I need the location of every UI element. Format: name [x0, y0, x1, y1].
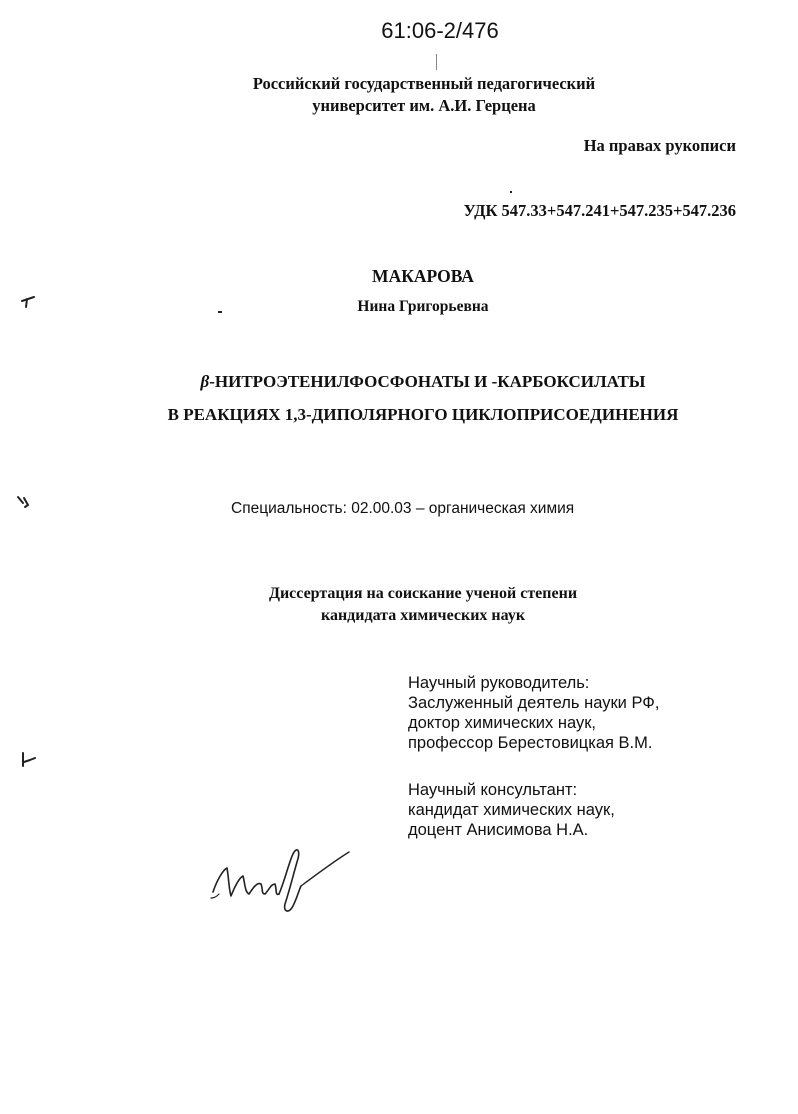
title-beta-symbol: β [200, 372, 210, 391]
title-line-2: В РЕАКЦИЯХ 1,3-ДИПОЛЯРНОГО ЦИКЛОПРИСОЕДИНЕНИЯ [167, 405, 679, 424]
scan-dot [218, 311, 222, 313]
scan-mark-3 [20, 752, 38, 768]
udc-code: УДК 547.33+547.241+547.235+547.236 [463, 201, 736, 220]
author-surname: МАКАРОВА [372, 266, 474, 286]
supervisor-heading: Научный руководитель: [408, 674, 590, 692]
stamp-tick [436, 54, 437, 70]
dissertation-line-2: кандидата химических наук [320, 607, 526, 624]
specialty: Специальность: 02.00.03 – органическая химия [231, 500, 575, 517]
registry-code: 61:06-2/476 [381, 18, 499, 43]
scan-dot [510, 191, 512, 193]
consultant-block [408, 780, 615, 840]
supervisor-line-2: доктор химических наук, [408, 714, 596, 732]
supervisor-line-1: Заслуженный деятель науки РФ, [408, 694, 660, 712]
supervisor-line-3: профессор Берестовицкая В.М. [408, 734, 653, 752]
consultant-line-2: доцент Анисимова Н.А. [408, 821, 589, 839]
title-line-1-text: -НИТРОЭТЕНИЛФОСФОНАТЫ И -КАРБОКСИЛАТЫ [209, 372, 646, 391]
consultant-heading: Научный консультант: [408, 781, 578, 799]
manuscript-rights: На правах рукописи [583, 136, 736, 155]
scan-mark-1 [20, 295, 36, 309]
supervisor-block [408, 673, 659, 753]
consultant-line-1: кандидат химических наук, [408, 801, 615, 819]
scan-mark-2 [16, 495, 32, 509]
handwritten-signature [205, 840, 355, 920]
title-line-1 [0, 372, 798, 392]
institution-line-1: Российский государственный педагогический [252, 74, 596, 93]
dissertation-line-1: Диссертация на соискание ученой степени [268, 585, 578, 602]
author-name: Нина Григорьевна [357, 298, 489, 315]
institution-line-2: университет им. А.И. Герцена [312, 96, 536, 115]
